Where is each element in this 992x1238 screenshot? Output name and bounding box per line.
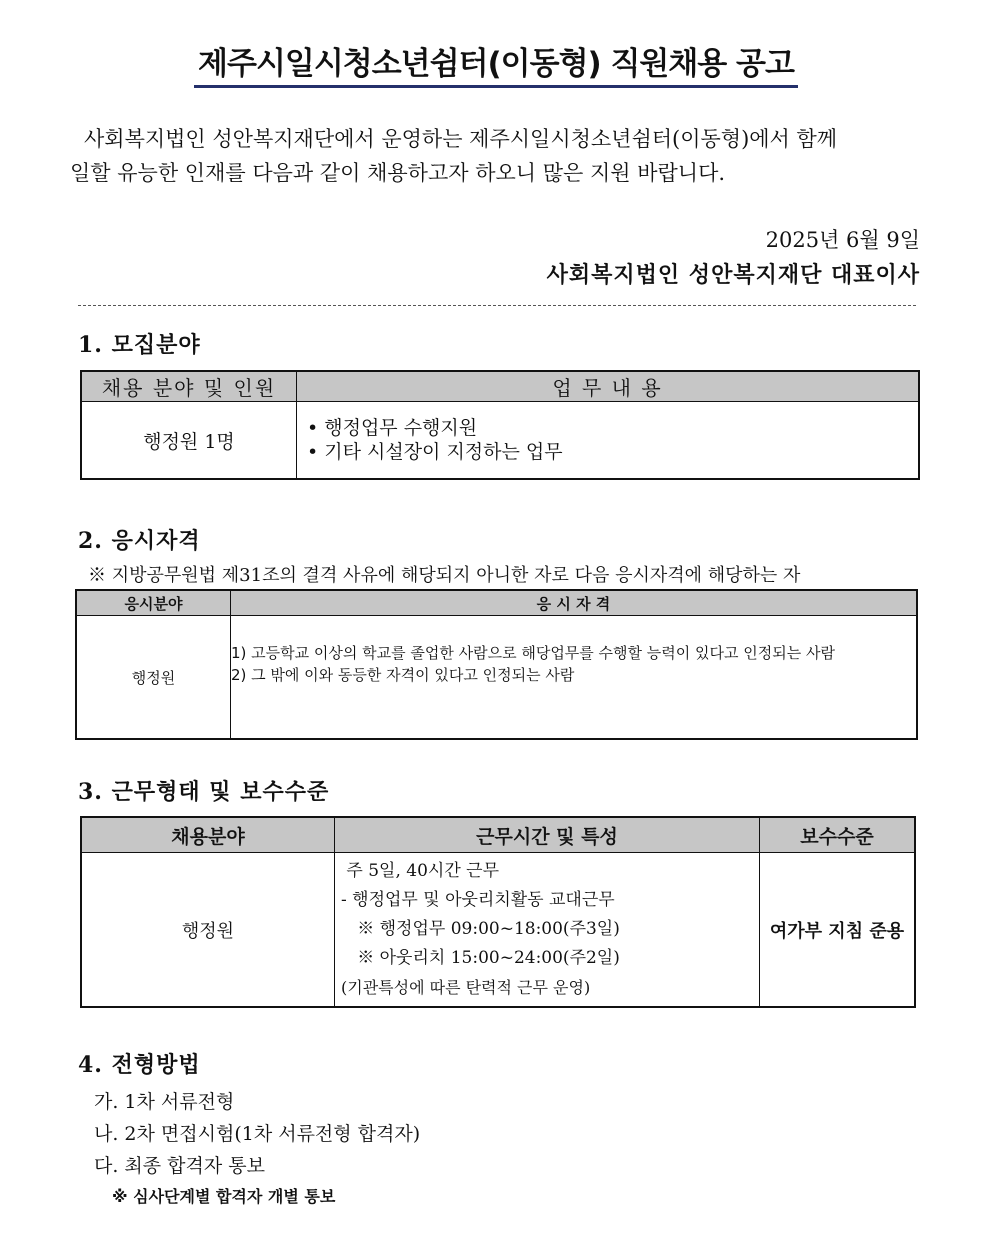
work-conditions-table: [80, 816, 916, 1008]
selection-step: 가. 1차 서류전형: [94, 1091, 235, 1113]
intro-line-1: 사회복지법인 성안복지재단에서 운영하는 제주시일시청소년쉼터(이동형)에서 함께: [84, 127, 838, 151]
work-line: (기관특성에 따른 탄력적 근무 운영): [341, 978, 591, 997]
divider: [78, 305, 916, 306]
qualification-requirements: [231, 616, 918, 740]
notice-date: 2025년 6월 9일: [765, 228, 920, 252]
recruitment-table: [80, 370, 920, 480]
recruitment-field: 행정원 1명: [81, 402, 297, 480]
work-pay: 여가부 지침 준용: [760, 853, 916, 1008]
requirement-item: 1) 고등학교 이상의 학교를 졸업한 사람으로 해당업무를 수행할 능력이 있다고 인정되는 사람: [231, 644, 835, 662]
work-col-field: 채용분야: [81, 817, 335, 853]
notice-title-wrap: [0, 38, 992, 88]
selection-note: ※ 심사단계별 합격자 개별 통보: [112, 1187, 336, 1206]
section4-heading: 4. 전형방법: [78, 1052, 201, 1078]
section1-heading: 1. 모집분야: [78, 332, 201, 358]
work-line: ※ 아웃리치 15:00~24:00(주2일): [341, 948, 620, 968]
qualification-note: ※ 지방공무원법 제31조의 결격 사유에 해당되지 아니한 자로 다음 응시자격에 해당하는 자: [88, 565, 801, 586]
work-line: - 행정업무 및 아웃리치활동 교대근무: [341, 890, 615, 910]
duty-item: • 기타 시설장이 지정하는 업무: [307, 441, 563, 463]
notice-title: 제주시일시청소년쉼터(이동형) 직원채용 공고: [194, 38, 798, 88]
work-col-pay: 보수수준: [760, 817, 916, 853]
section2-heading: 2. 응시자격: [78, 528, 201, 554]
signer: 사회복지법인 성안복지재단 대표이사: [546, 262, 920, 288]
section3-heading: 3. 근무형태 및 보수수준: [78, 779, 330, 805]
work-hours: [335, 853, 760, 1008]
work-field: 행정원: [81, 853, 335, 1008]
selection-step: 다. 최종 합격자 통보: [94, 1155, 265, 1177]
recruitment-col-field: 채용 분야 및 인원: [81, 371, 297, 402]
recruitment-duties: [297, 402, 920, 480]
requirement-item: 2) 그 밖에 이와 동등한 자격이 있다고 인정되는 사람: [231, 666, 575, 684]
qualification-field: 행정원: [76, 616, 231, 740]
work-line: 주 5일, 40시간 근무: [341, 861, 499, 881]
duty-item: • 행정업무 수행지원: [307, 417, 478, 439]
recruitment-col-duties: 업 무 내 용: [297, 371, 920, 402]
intro-line-2: 일할 유능한 인재를 다음과 같이 채용하고자 하오니 많은 지원 바랍니다.: [70, 161, 726, 185]
selection-step: 나. 2차 면접시험(1차 서류전형 합격자): [94, 1123, 421, 1145]
qualification-col-field: 응시분야: [76, 590, 231, 616]
qualification-table: [75, 589, 918, 740]
work-line: ※ 행정업무 09:00~18:00(주3일): [341, 919, 620, 939]
qualification-col-requirements: 응 시 자 격: [231, 590, 918, 616]
work-col-hours: 근무시간 및 특성: [335, 817, 760, 853]
